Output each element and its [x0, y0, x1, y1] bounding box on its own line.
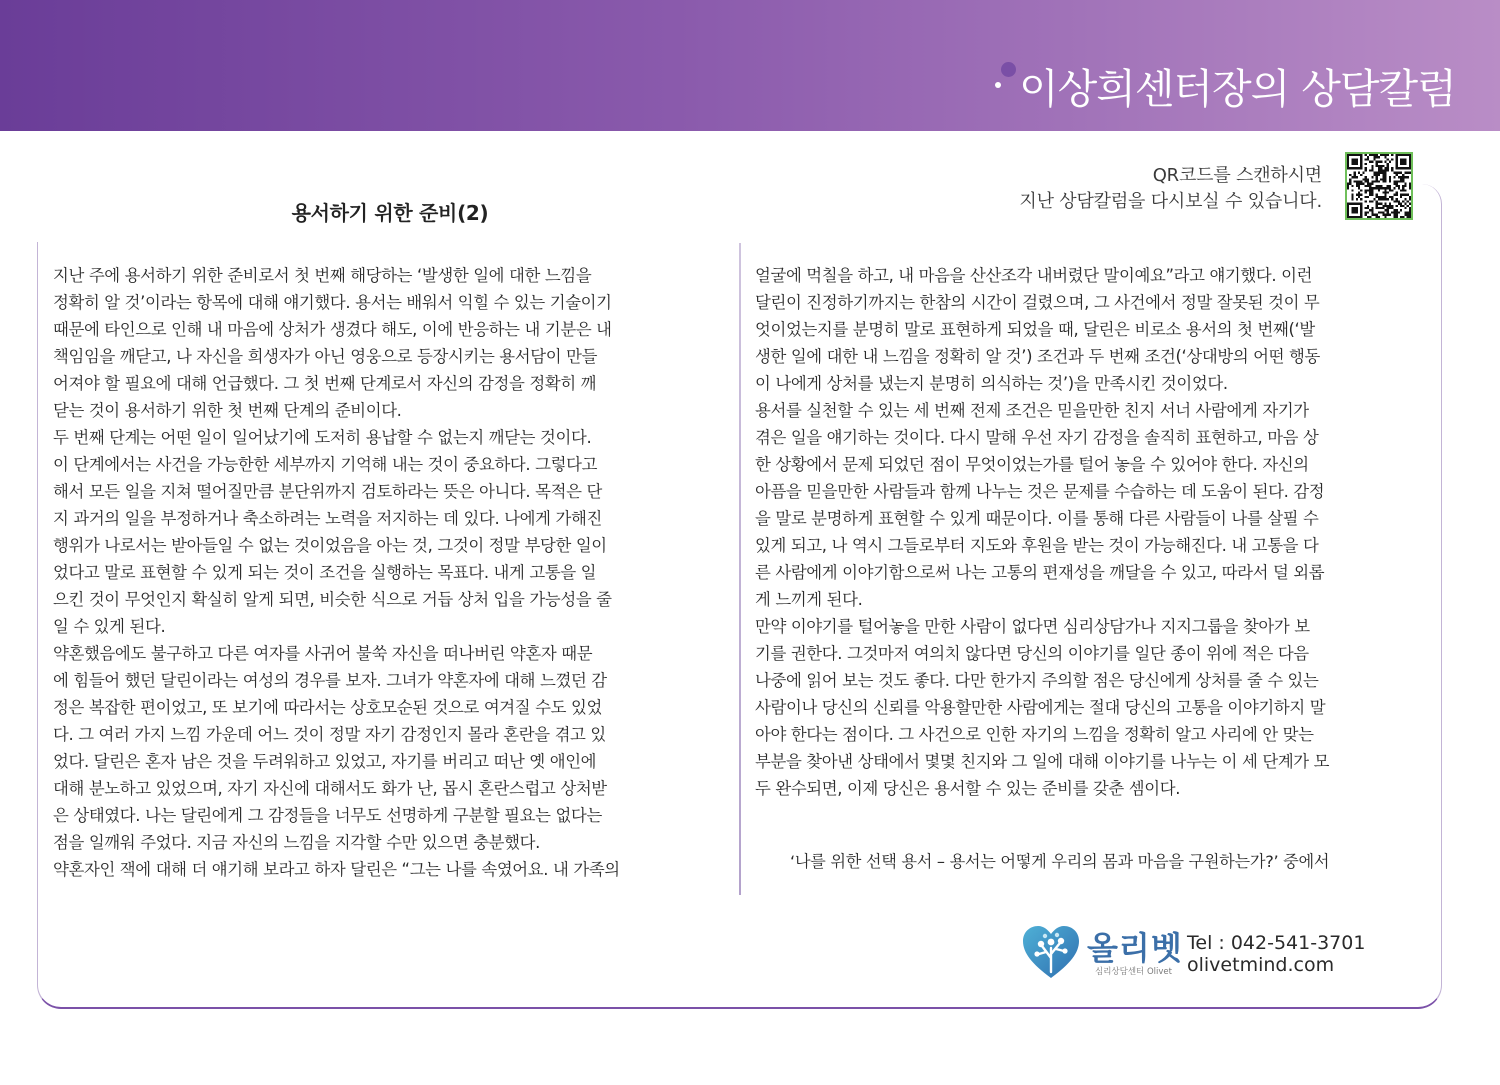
column-divider: [739, 243, 741, 895]
article-text-line: 아픔을 믿을만한 사람들과 함께 나누는 것은 문제를 수습하는 데 도움이 된다. 감정: [755, 482, 1325, 501]
article-text-line: 사람이나 당신의 신뢰를 악용할만한 사람에게는 절대 당신의 고통을 이야기하지 말: [755, 698, 1326, 717]
article-text-line: 약혼자인 잭에 대해 더 얘기해 보라고 하자 달린은 “그는 나를 속였어요. 내 가족의: [53, 860, 620, 879]
article-text-line: 나중에 읽어 보는 것도 좋다. 다만 한가지 주의할 점은 당신에게 상처를 줄 수 있는: [755, 671, 1319, 690]
article-text-line: 다. 그 여러 가지 느낌 가운데 어느 것이 정말 자기 감정인지 몰라 혼란을 겪고 있: [53, 725, 606, 744]
article-text-line: 지 과거의 일을 부정하거나 축소하려는 노력을 저지하는 데 있다. 나에게 가해진: [53, 509, 602, 528]
article-text-line: 엇이었는지를 분명히 말로 표현하게 되었을 때, 달린은 비로소 용서의 첫 번째(‘발: [755, 320, 1315, 339]
article-right-column: [755, 262, 1423, 802]
article-text-line: 지난 주에 용서하기 위한 준비로서 첫 번째 해당하는 ‘발생한 일에 대한 느낌을: [53, 266, 592, 285]
article-text-line: 점을 일깨워 주었다. 지금 자신의 느낌을 지각할 수만 있으면 충분했다.: [53, 833, 540, 852]
article-text-line: 을 말로 분명하게 표현할 수 있게 때문이다. 이를 통해 다른 사람들이 나를 살필 수: [755, 509, 1319, 528]
website-link[interactable]: olivetmind.com: [1187, 954, 1335, 976]
article-text-line: 대해 분노하고 있었으며, 자기 자신에 대해서도 화가 난, 몹시 혼란스럽고 상처받: [53, 779, 607, 798]
column-series-title: 이상희센터장의 상담칼럼: [1019, 65, 1456, 113]
article-text-line: 부분을 찾아낸 상태에서 몇몇 친지와 그 일에 대해 이야기를 나누는 이 세 단계가 모: [755, 752, 1330, 771]
olivet-tree-heart-icon: [1022, 924, 1080, 980]
article-text-line: 두 완수되면, 이제 당신은 용서할 수 있는 준비를 갖춘 셈이다.: [755, 779, 1181, 798]
contact-telephone: Tel : 042-541-3701: [1187, 932, 1366, 954]
article-text-line: 었다. 달린은 혼자 남은 것을 두려워하고 있었고, 자기를 버리고 떠난 옛 애인에: [53, 752, 597, 771]
article-text-line: 두 번째 단계는 어떤 일이 일어났기에 도저히 용납할 수 없는지 깨닫는 것이다.: [53, 428, 592, 447]
qr-caption: [1019, 163, 1322, 215]
brand-subtitle: 심리상담센터 Olivet: [1095, 967, 1172, 977]
qr-code-icon[interactable]: [1345, 152, 1413, 220]
article-title: 용서하기 위한 준비(2): [291, 201, 489, 225]
article-text-line: 른 사람에게 이야기함으로써 나는 고통의 편재성을 깨달을 수 있고, 따라서 덜 외롭: [755, 563, 1325, 582]
article-text-line: 책임임을 깨닫고, 나 자신을 희생자가 아닌 영웅으로 등장시키는 용서담이 만들: [53, 347, 598, 366]
article-text-line: 한 상황에서 문제 되었던 점이 무엇이었는가를 털어 놓을 수 있어야 한다. 자신의: [755, 455, 1309, 474]
qr-caption-line-2: 지난 상담칼럼을 다시보실 수 있습니다.: [1019, 191, 1322, 212]
brand-name: 올리벳: [1087, 929, 1183, 967]
article-text-line: 에 힘들어 했던 달린이라는 여성의 경우를 보자. 그녀가 약혼자에 대해 느꼈던 감: [53, 671, 607, 690]
article-text-line: 어져야 할 필요에 대해 언급했다. 그 첫 번째 단계로서 자신의 감정을 정확히 깨: [53, 374, 597, 393]
article-text-line: 있게 되고, 나 역시 그들로부터 지도와 후원을 받는 것이 가능해진다. 내 고통을 다: [755, 536, 1319, 555]
article-text-line: 해서 모든 일을 지쳐 떨어질만큼 분단위까지 검토하라는 뜻은 아니다. 목적은 단: [53, 482, 602, 501]
article-text-line: 정확히 알 것’이라는 항목에 대해 얘기했다. 용서는 배워서 익힐 수 있는 기술이기: [53, 293, 612, 312]
article-text-line: 은 상태였다. 나는 달린에게 그 감정들을 너무도 선명하게 구분할 필요는 없다는: [53, 806, 602, 825]
article-text-line: 었다고 말로 표현할 수 있게 되는 것이 조건을 실행하는 목표다. 내게 고통을 일: [53, 563, 597, 582]
article-text-line: 기를 권한다. 그것마저 여의치 않다면 당신의 이야기를 일단 종이 위에 적은 다음: [755, 644, 1309, 663]
article-text-line: 으킨 것이 무엇인지 확실히 알게 되면, 비슷한 식으로 거듭 상처 입을 가능성을 줄: [53, 590, 612, 609]
article-left-column: [53, 262, 723, 883]
header-bullet-small-dot: [995, 82, 1001, 88]
article-text-line: 때문에 타인으로 인해 내 마음에 상처가 생겼다 해도, 이에 반응하는 내 기분은 내: [53, 320, 612, 339]
article-text-line: 만약 이야기를 털어놓을 만한 사람이 없다면 심리상담가나 지지그룹을 찾아가 보: [755, 617, 1310, 636]
article-text-line: 이 나에게 상처를 냈는지 분명히 의식하는 것’)을 만족시킨 것이었다.: [755, 374, 1228, 393]
article-text-line: 아야 한다는 점이다. 그 사건으로 인한 자기의 느낌을 정확히 알고 사리에 안 맞는: [755, 725, 1314, 744]
header-bullet-dot: [1001, 62, 1016, 77]
article-text-line: 용서를 실천할 수 있는 세 번째 전제 조건은 믿을만한 친지 서너 사람에게 자기가: [755, 401, 1309, 420]
article-text-line: 달린이 진정하기까지는 한참의 시간이 걸렸으며, 그 사건에서 정말 잘못된 것이 무: [755, 293, 1320, 312]
article-text-line: 정은 복잡한 편이었고, 또 보기에 따라서는 상호모순된 것으로 여겨질 수도 있었: [53, 698, 602, 717]
article-text-line: 일 수 있게 된다.: [53, 617, 166, 636]
article-text-line: 얼굴에 먹칠을 하고, 내 마음을 산산조각 내버렸단 말이예요”라고 얘기했다. 이런: [755, 266, 1313, 285]
article-text-line: 게 느끼게 된다.: [755, 590, 863, 609]
article-text-line: 행위가 나로서는 받아들일 수 없는 것이었음을 아는 것, 그것이 정말 부당한 일이: [53, 536, 607, 555]
article-text-line: 이 단계에서는 사건을 가능한한 세부까지 기억해 내는 것이 중요하다. 그렇다고: [53, 455, 598, 474]
article-text-line: 닫는 것이 용서하기 위한 첫 번째 단계의 준비이다.: [53, 401, 402, 420]
article-text-line: 겪은 일을 얘기하는 것이다. 다시 말해 우선 자기 감정을 솔직히 표현하고, 마음 상: [755, 428, 1319, 447]
qr-caption-line-1: QR코드를 스캔하시면: [1152, 165, 1322, 186]
article-text-line: 약혼했음에도 불구하고 다른 여자를 사귀어 불쑥 자신을 떠나버린 약혼자 때문: [53, 644, 593, 663]
source-citation: ‘나를 위한 선택 용서 – 용서는 어떻게 우리의 몸과 마음을 구원하는가?’ 중에서: [790, 852, 1330, 871]
article-text-line: 생한 일에 대한 내 느낌을 정확히 알 것’) 조건과 두 번째 조건(‘상대방의 어떤 행동: [755, 347, 1320, 366]
